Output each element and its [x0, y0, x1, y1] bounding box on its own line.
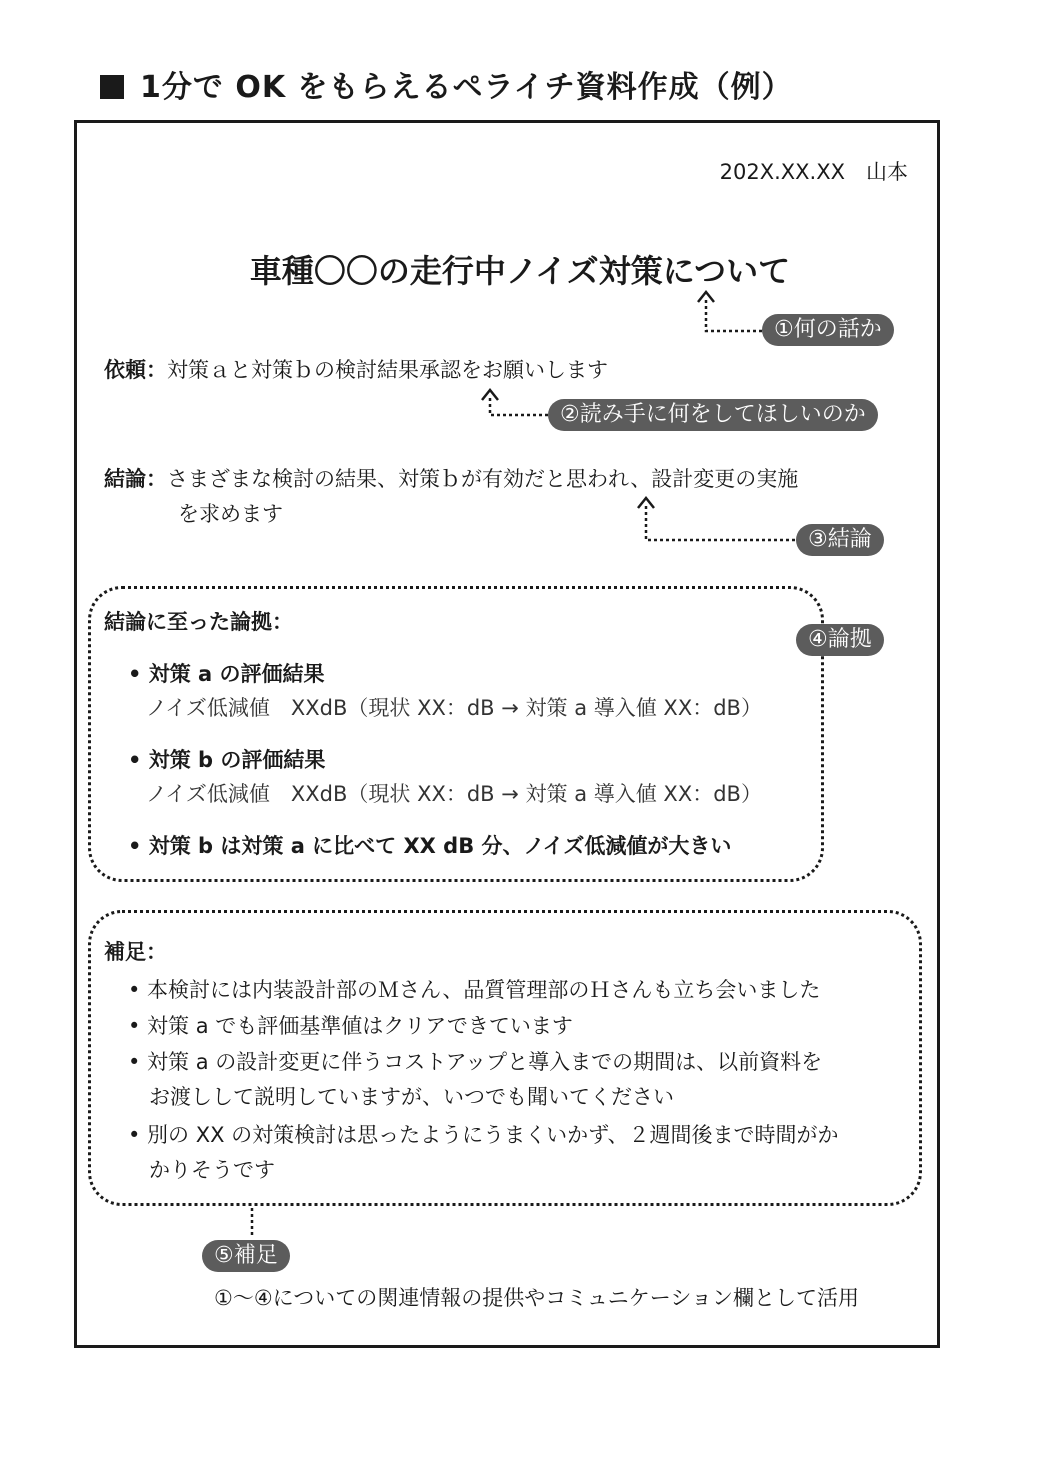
evidence-label: 結論に至った論拠：	[104, 610, 293, 634]
conclusion-text-line1: さまざまな検討の結果、対策ｂが有効だと思われ、設計変更の実施	[167, 467, 799, 491]
evidence-item-a-title: • 対策 a の評価結果	[128, 662, 325, 686]
supplement-label: 補足：	[104, 940, 167, 964]
supplement-line: • 本検討には内装設計部のＭさん、品質管理部のＨさんも立ち会いました	[128, 978, 821, 1002]
callout-supplement-note: ①～④についての関連情報の提供やコミュニケーション欄として活用	[214, 1286, 859, 1310]
evidence-item-compare: • 対策 b は対策 a に比べて XX dB 分、ノイズ低減値が大きい	[128, 834, 732, 858]
supplement-line: • 対策 a でも評価基準値はクリアできています	[128, 1014, 573, 1038]
date-author: 202X.XX.XX 山本	[719, 160, 908, 184]
conclusion-text-line2: を求めます	[178, 502, 283, 526]
request-text: 対策ａと対策ｂの検討結果承認をお願いします	[167, 358, 608, 382]
supplement-line: • 別の XX の対策検討は思ったようにうまくいかず、２週間後まで時間がか	[128, 1123, 839, 1147]
request-label: 依頼：	[104, 358, 167, 382]
page-heading-text: 1分で OK をもらえるペライチ資料作成（例）	[140, 70, 793, 105]
supplement-line: お渡しして説明していますが、いつでも聞いてください	[128, 1085, 674, 1109]
callout-conclusion: ③結論	[796, 524, 884, 556]
callout-request: ②読み手に何をしてほしいのか	[548, 399, 878, 431]
supplement-line: かりそうです	[128, 1158, 275, 1182]
supplement-line: • 対策 a の設計変更に伴うコストアップと導入までの期間は、以前資料を	[128, 1050, 823, 1074]
evidence-item-b-title: • 対策 b の評価結果	[128, 748, 326, 772]
callout-topic: ①何の話か	[762, 314, 894, 346]
conclusion-label: 結論：	[104, 467, 167, 491]
conclusion-row	[104, 463, 798, 493]
callout-evidence: ④論拠	[796, 624, 884, 656]
callout-supplement: ⑤補足	[202, 1240, 290, 1272]
evidence-item-a-detail: ノイズ低減値 XXdB（現状 XX：dB → 対策 a 導入値 XX：dB）	[146, 696, 762, 720]
evidence-item-b-detail: ノイズ低減値 XXdB（現状 XX：dB → 対策 a 導入値 XX：dB）	[146, 782, 762, 806]
request-row	[104, 354, 608, 384]
document-title: 車種〇〇の走行中ノイズ対策について	[249, 252, 791, 290]
